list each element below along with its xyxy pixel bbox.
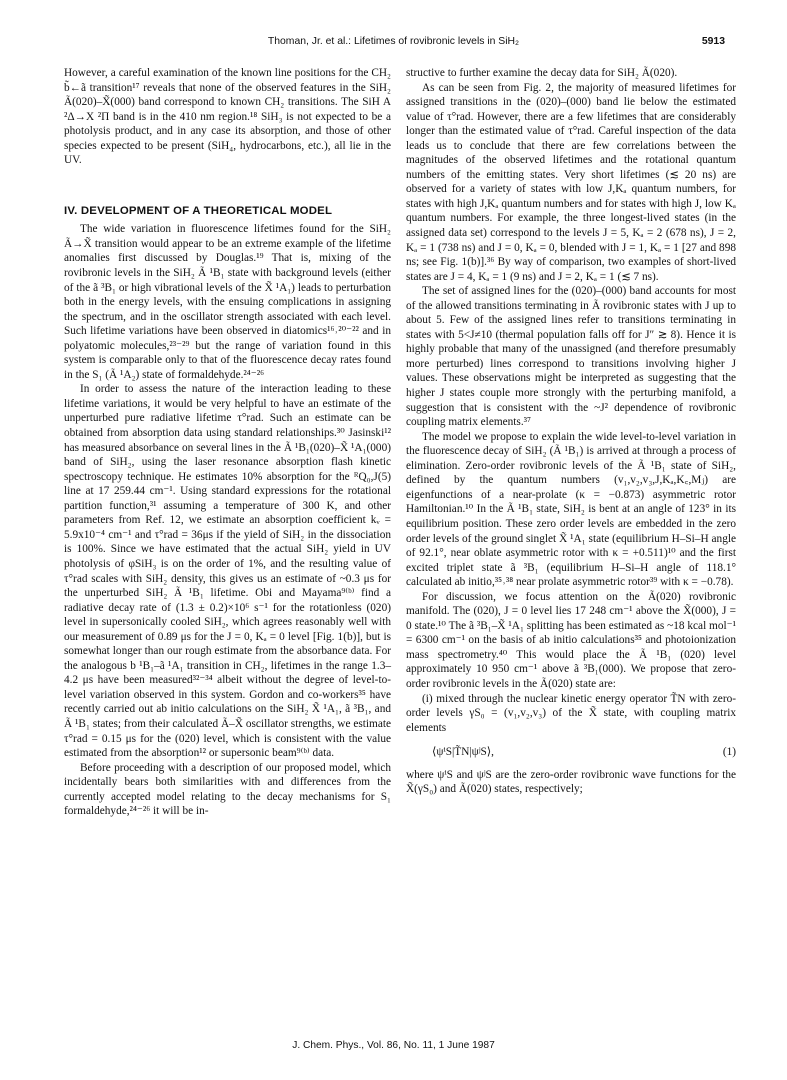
paragraph: In order to assess the nature of the interaction leading to these lifetime variations, it would be very helpful to have an estimate of the unperturbed pure radiative lifetime τ°rad. Such an estimate can be obtained from absorption data using standard relationships.³⁰ Jasinski¹² has measured absorbance on several lines in the Ã ¹B₁(020)–X̃ ¹A₁(000) band of SiH₂, using the laser resonance absorption flash kinetic spectroscopy technique. He estimates 10% absorption for the ᴿQ₀,J(5) line at 17 259.44 cm⁻¹. Using standard expressions for the rotational partition function,³¹ assuming a temperature of 300 K, and other parameters from Ref. 12, we estimate an absorption coefficient kᵥ = 5.9x10⁻⁴ cm⁻¹ and τ°rad = 36μs if the yield of SiH₂ in the dissociation is 100%. Since we have estimated that the actual SiH₂ yield in UV photolysis of φSiH₃ is on the order of 1%, and the resulting value of τ°rad scales with SiH₂ density, this gives us an estimate of ~0.3 μs for the unperturbed SiH₂ Ã ¹B₁ lifetime. Obi and Mayama⁹⁽ᵇ⁾ find a radiative decay rate of (1.3 ± 0.2)×10⁶ s⁻¹ for the rotationless (020) level in supersonically cooled SiH₂, which agrees reasonably well with our measurement of 0.89 μs for the J = 0, Kₐ = 0 level [Fig. 1(b)], but is somewhat longer than our rough estimate from the absorbance data. For the analogous b ¹B₁–ã ¹A₁ transition in CH₂, lifetimes in the range 1.3–4.2 μs have been measured³²⁻³⁴ albeit without the degree of level-to-level variation observed in this system. Gordon and co-workers³⁵ have recently carried out ab initio calculations on the SiH₂ X̃ ¹A₁, ã ³B₁, and Ã ¹B₁ states; from their calculated Ã–X̃ oscillator strengths, we estimate τ°rad = 0.15 μs for the (020) level, which is consistent with the value estimated from the absorption¹² or supersonic beam⁹⁽ᵇ⁾ data. (64, 383, 391, 760)
running-title: Thoman, Jr. et al.: Lifetimes of rovibronic levels in SiH₂ (267, 36, 520, 47)
paragraph: For discussion, we focus attention on the Ã(020) rovibronic manifold. The (020), J = 0 level lies 17 248 cm⁻¹ above the X̃(000), J = 0 state.¹⁰ The ã ³B₁–X̃ ¹A₁ splitting has been estimated as ~18 kcal mol⁻¹ = 6300 cm⁻¹ on the basis of ab initio calculations³⁵ and photoionization mass spectrometry.⁴⁰ This would place the Ã ¹B₁ (020) level approximately 10 950 cm⁻¹ above ã ³B₁(000). We propose that zero-order rovibronic levels in the Ã(020) state are: (406, 590, 736, 690)
paragraph: where ψⁱS and ψʲS are the zero-order rovibronic wave functions for the X̃(γS₀) and Ã(020) states, respectively; (406, 768, 736, 796)
section-heading: IV. DEVELOPMENT OF A THEORETICAL MODEL (64, 204, 333, 217)
right-column (406, 66, 736, 797)
journal-citation: J. Chem. Phys., Vol. 86, No. 11, 1 June 1987 (292, 1040, 495, 1051)
running-head (62, 36, 725, 52)
paragraph: The wide variation in fluorescence lifetimes found for the SiH₂ Ã→X̃ transition would appear to be an extreme example of the lifetime anomalies first discussed by Douglas.¹⁹ That is, mixing of the rovibronic levels in the SiH₂ Ã ¹B₁ state with background levels (either of the ã ³B₁ or high vibrational levels of the X̃ ¹A₁) leads to perturbation both in the energy levels, with the ensuing complications in assigning the spectrum, and in the oscillator strength associated with each level. Such lifetime variations have been observed in diatomics¹⁶˒²⁰⁻²² and in polyatomic molecules,²³⁻²⁹ but the range of variation found in this system is comparable only to that of the fluorescence decay rates found in the S₁ (Ã ¹A₂) state of formaldehyde.²⁴⁻²⁶ (64, 223, 391, 381)
paragraph: structive to further examine the decay data for SiH₂ Ã(020). (406, 67, 678, 79)
paragraph: The model we propose to explain the wide level-to-level variation in the fluorescence decay of SiH₂ (Ã ¹B₁) is arrived at through a process of elimination. Zero-order rovibronic levels of the Ã ¹B₁ state of SiH₂, defined by the quantum numbers (v₁,v₂,v₃,J,Kₐ,K꜀,Mⱼ) are eigenfunctions of a near-prolate (κ = −0.873) asymmetric rotor Hamiltonian.¹⁰ In the Ã ¹B₁ state, SiH₂ is bent at an angle of 123° in its equilibrium position. These zero order levels are embedded in the zero order levels of the ground singlet X̃ ¹A₁ state (equilibrium H–Si–H angle of 92.1°, near oblate asymmetric rotor with κ = +0.511)¹⁰ and the first excited triplet state ã ³B₁ (equilibrium H–Si–H angle of 118.1° calculated ab initio,³⁵˒³⁸ near prolate asymmetric rotor³⁹ with κ = −0.78). (406, 430, 736, 589)
paragraph: Before proceeding with a description of our proposed model, which incidentally bears both similarities with and differences from the currently accepted model relating to the decay mechanisms for S₁ formaldehyde,²⁴⁻²⁶ it will be in- (64, 761, 391, 818)
left-column (64, 66, 391, 819)
page-number: 5913 (701, 36, 725, 47)
paragraph: The set of assigned lines for the (020)–(000) band accounts for most of the allowed transitions terminating in Ã rovibronic states with J up to about 5. Few of the assigned lines refer to transitions terminating in states with 5<J≠10 (thermal population falls off for J″ ≳ 8). Hence it is highly probable that many of the unassigned (and therefore presumably more perturbed) lines correspond to transitions involving higher J values. These observations might be interpreted as suggesting that the higher J states couple more strongly with the perturbing manifold, a suggestion that is consistent with the ~J² dependence of rovibronic coupling matrix elements.³⁷ (406, 285, 736, 429)
equation: ⟨ψⁱS|T̃N|ψʲS⟩, (432, 746, 494, 759)
equation-line (406, 745, 736, 760)
equation-number: (1) (722, 746, 736, 759)
paragraph: (i) mixed through the nuclear kinetic energy operator T̃N with zero-order levels γS₀ = (v₁,v₂,v₃) of the X̃ state, with coupling matrix elements (406, 692, 736, 734)
paragraph: However, a careful examination of the known line positions for the CH₂ b̃←ã transition¹⁷ reveals that none of the observed features in the SiH₂ Ã(020)–X̃(000) band correspond to known CH₂ transitions. The SiH A ²Δ→X ²Π band is in the 410 nm region.¹⁸ SiH₃ is not expected to be a photolysis product, and in any case its absorption, and those of other species expected to be present (SiH₄, hydrocarbons, etc.), all lie in the UV. (64, 67, 391, 167)
paragraph: As can be seen from Fig. 2, the majority of measured lifetimes for assigned transitions in the (020)–(000) band lie below the estimated value of τ°rad. However, there are a few lifetimes that are considerably longer than the estimated value of τ°rad. Careful inspection of the data leads us to conclude that there are few correlations between the magnitudes of the observed lifetimes and the rotational quantum numbers of the emitting states. Very short lifetimes (≲ 20 ns) are observed for a variety of states with low J,Kₐ quantum numbers, for states with high J,Kₐ quantum numbers and for states with high J, low Kₐ quantum numbers. For example, the three longest-lived states (in the assigned data set) correspond to the levels J = 5, Kₐ = 2 (678 ns), J = 2, Kₐ = 1 (738 ns) and J = 0, Kₐ = 0, blended with J = 1, Kₐ = 1 [27 and 898 ns; see Fig. 1(b)].³⁶ By way of comparison, two examples of short-lived states are J = 4, Kₐ = 1 (9 ns) and J = 2, Kₐ = 1 (≲ 7 ns). (406, 81, 736, 283)
